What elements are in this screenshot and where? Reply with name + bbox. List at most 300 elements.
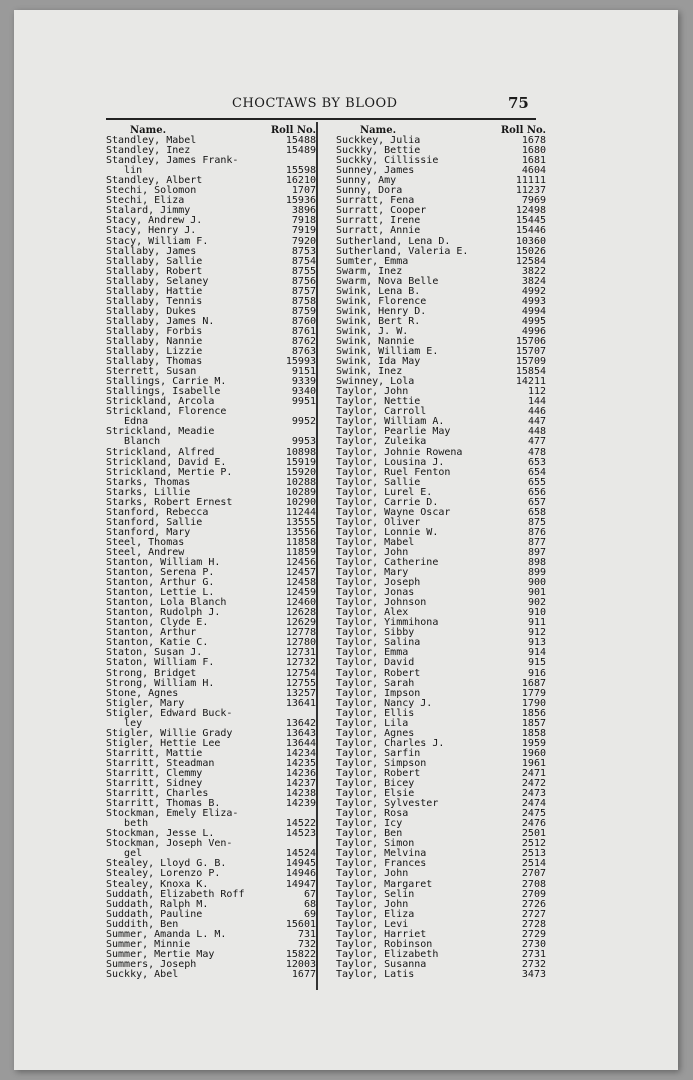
member-name: Taylor, Latis: [336, 968, 415, 980]
member-name: Taylor, Levi: [336, 918, 409, 930]
member-name: Stacy, William F.: [106, 235, 209, 247]
name-header: Name.: [130, 125, 167, 136]
roll-number: 12780: [285, 637, 316, 649]
roll-number: 914: [527, 647, 546, 659]
member-name: Stallings, Isabelle: [106, 386, 221, 398]
roll-number: 1959: [521, 737, 546, 749]
member-name: Stallaby, Nannie: [106, 335, 203, 347]
member-name: Taylor, John: [336, 868, 409, 880]
member-name: Taylor, Robert: [336, 768, 421, 779]
member-name: Suckky, Abel: [106, 968, 179, 980]
roll-number: 15446: [515, 225, 546, 237]
member-name: Taylor, Mary: [336, 567, 409, 579]
roster-row: [106, 868, 316, 880]
member-name: Staton, Susan J.: [106, 647, 203, 659]
member-name: Starritt, Steadman: [106, 757, 215, 769]
roll-number: 898: [527, 557, 546, 569]
member-name: Taylor, Rosa: [336, 808, 409, 820]
member-name: Stechi, Eliza: [106, 195, 185, 207]
roll-number: 11859: [285, 546, 316, 558]
roll-number: 13257: [285, 687, 316, 699]
member-name: Stallaby, Tennis: [106, 295, 203, 307]
roster-row: [106, 968, 316, 980]
member-name: Stanford, Sallie: [106, 516, 203, 528]
roll-number: 1681: [521, 155, 546, 167]
roll-number: 14524: [285, 848, 316, 860]
member-name: gel: [106, 848, 143, 860]
member-name: Strickland, Mertie P.: [106, 466, 233, 478]
roll-number: 9951: [291, 396, 316, 408]
roll-number: 12459: [285, 587, 316, 599]
member-name: Taylor, Eliza: [336, 908, 415, 920]
roll-number: 875: [527, 516, 546, 528]
roll-number: 2730: [521, 938, 546, 950]
roll-number: 912: [527, 627, 546, 639]
member-name: Suckkey, Julia: [336, 135, 421, 147]
roll-number: 14235: [285, 757, 316, 769]
member-name: Strong, Bridget: [106, 667, 197, 679]
member-name: Summer, Amanda L. M.: [106, 928, 227, 940]
roll-number: 15445: [515, 215, 546, 227]
roll-number: 10289: [285, 486, 316, 498]
member-name: Stallings, Carrie M.: [106, 376, 227, 388]
roll-number: 2471: [521, 768, 546, 779]
roll-number: 15854: [515, 366, 546, 378]
member-name: Swink, Florence: [336, 295, 427, 307]
member-name: Swinney, Lola: [336, 376, 415, 388]
roll-number: 12003: [285, 958, 316, 970]
roll-number: 144: [527, 396, 546, 408]
roll-number: 14236: [285, 768, 316, 779]
roll-number: 1678: [521, 135, 546, 147]
member-name: Stechi, Solomon: [106, 185, 197, 197]
member-name: Summer, Minnie: [106, 938, 191, 950]
roll-number: 15920: [285, 466, 316, 478]
page-header: [14, 96, 678, 118]
member-name: Stigler, Willie Grady: [106, 727, 233, 739]
roll-number: 2501: [521, 828, 546, 840]
roll-number: 15707: [515, 346, 546, 358]
roll-number: 15936: [285, 195, 316, 207]
roll-number: 10898: [285, 446, 316, 458]
roll-number: 14234: [285, 747, 316, 759]
member-name: Taylor, Susanna: [336, 958, 427, 970]
roll-number: 13641: [285, 697, 316, 709]
member-name: Taylor, Elsie: [336, 788, 415, 800]
roster-column-right: [336, 125, 546, 980]
roll-number: 7969: [521, 195, 546, 207]
roll-number: 8759: [291, 305, 316, 317]
roll-number: 15709: [515, 356, 546, 368]
member-name: Taylor, Sallie: [336, 476, 421, 488]
roll-number: 4993: [521, 295, 546, 307]
roll-number: 911: [527, 617, 546, 629]
roll-number: 13642: [285, 717, 316, 729]
roll-number: 658: [527, 506, 546, 518]
roll-number: 68: [303, 898, 316, 910]
member-name: Swink, Bert R.: [336, 315, 421, 327]
member-name: Taylor, David: [336, 657, 415, 669]
roster-row: [336, 225, 546, 237]
roll-number: 3473: [521, 968, 546, 980]
roll-number: 8760: [291, 315, 316, 327]
member-name: Taylor, John: [336, 386, 409, 398]
member-name: Surratt, Cooper: [336, 205, 427, 217]
roll-number: 14523: [285, 828, 316, 840]
roll-number: 2512: [521, 838, 546, 850]
member-name: Sutherland, Valeria E.: [336, 245, 469, 257]
roll-number: 8762: [291, 335, 316, 347]
roll-number: 8753: [291, 245, 316, 257]
roll-number: 12498: [515, 205, 546, 217]
member-name: Swink, Nannie: [336, 335, 415, 347]
roll-number: 478: [527, 446, 546, 458]
roll-number: 902: [527, 597, 546, 609]
member-name: Taylor, Catherine: [336, 557, 439, 569]
member-name: Suddath, Elizabeth Roff: [106, 888, 245, 900]
roll-number: 12629: [285, 617, 316, 629]
member-name: Swink, Inez: [336, 366, 403, 378]
roll-number: 8756: [291, 275, 316, 287]
roll-number: 112: [527, 386, 546, 398]
roll-number: 9151: [291, 366, 316, 378]
member-name: Taylor, Robert: [336, 667, 421, 679]
roster-row: [336, 868, 546, 880]
member-name: Taylor, Pearlie May: [336, 426, 451, 438]
member-name: Sunny, Amy: [336, 175, 397, 187]
roll-number: 8757: [291, 285, 316, 297]
roster-row: [336, 968, 546, 980]
roll-number: 11237: [515, 185, 546, 197]
roll-number: 15993: [285, 356, 316, 368]
member-name: Stanford, Rebecca: [106, 506, 209, 518]
roll-number: 448: [527, 426, 546, 438]
member-name: Taylor, Robinson: [336, 938, 433, 950]
member-name: Starks, Robert Ernest: [106, 496, 233, 508]
roll-number: 732: [297, 938, 316, 950]
roll-number: 477: [527, 436, 546, 448]
member-name: Taylor, Selin: [336, 888, 415, 900]
roll-number: 876: [527, 526, 546, 538]
member-name: Stallaby, Hattie: [106, 285, 203, 297]
roll-number: 12584: [515, 255, 546, 267]
member-name: Summers, Joseph: [106, 958, 197, 970]
member-name: Suckky, Bettie: [336, 145, 421, 157]
member-name: Starks, Lillie: [106, 486, 191, 498]
member-name: Strickland, Meadie: [106, 426, 215, 438]
roll-number: 13556: [285, 526, 316, 538]
roll-number: 655: [527, 476, 546, 488]
member-name: Swink, Henry D.: [336, 305, 427, 317]
roll-number: 12460: [285, 597, 316, 609]
member-name: Taylor, Oliver: [336, 516, 421, 528]
roll-number: 11111: [515, 175, 546, 187]
roll-number: 2729: [521, 928, 546, 940]
member-name: Stallaby, Dukes: [106, 305, 197, 317]
roll-number: 12778: [285, 627, 316, 639]
roll-number: 916: [527, 667, 546, 679]
roll-number: 15601: [285, 918, 316, 930]
roll-number: 15706: [515, 335, 546, 347]
roll-number: 7918: [291, 215, 316, 227]
roll-number: 2472: [521, 778, 546, 790]
roll-number: 1856: [521, 707, 546, 719]
roll-number: 15919: [285, 456, 316, 468]
member-name: Taylor, Ellis: [336, 707, 415, 719]
roll-number: 656: [527, 486, 546, 498]
roll-number: 14237: [285, 778, 316, 790]
roll-number: 1960: [521, 747, 546, 759]
member-name: Starritt, Sidney: [106, 778, 203, 790]
roll-number: 731: [297, 928, 316, 940]
member-name: Stallaby, James: [106, 245, 197, 257]
roll-number: 15488: [285, 135, 316, 147]
member-name: Standley, Mabel: [106, 135, 197, 147]
roll-number: 14522: [285, 818, 316, 830]
member-name: Taylor, Harriet: [336, 928, 427, 940]
roll-number: 1961: [521, 757, 546, 769]
roll-number: 4996: [521, 325, 546, 337]
roll-number: 15598: [285, 165, 316, 177]
roll-number: 2726: [521, 898, 546, 910]
member-name: Stanton, Arthur G.: [106, 577, 215, 589]
roll-number: 12628: [285, 607, 316, 619]
document-page: [14, 10, 678, 1070]
roll-number: 7920: [291, 235, 316, 247]
header-rule: [106, 118, 536, 120]
roll-number: 4604: [521, 165, 546, 177]
member-name: Taylor, Alex: [336, 607, 409, 619]
member-name: Taylor, Ben: [336, 828, 403, 840]
roll-number: 11244: [285, 506, 316, 518]
member-name: Taylor, Agnes: [336, 727, 415, 739]
roll-number: 3896: [291, 205, 316, 217]
member-name: Sumter, Emma: [336, 255, 409, 267]
roll-number: 1680: [521, 145, 546, 157]
roll-number: 2514: [521, 858, 546, 870]
member-name: Stealey, Knoxa K.: [106, 878, 209, 890]
member-name: Stockman, Jesse L.: [106, 828, 215, 840]
member-name: Stigler, Hettie Lee: [106, 737, 221, 749]
member-name: Stallaby, Forbis: [106, 325, 203, 337]
roll-number: 13644: [285, 737, 316, 749]
roll-number: 9340: [291, 386, 316, 398]
member-name: Taylor, Yimmihona: [336, 617, 439, 629]
member-name: Taylor, Salina: [336, 637, 421, 649]
member-name: Swink, William E.: [336, 346, 439, 358]
roll-number: 13555: [285, 516, 316, 528]
roll-number: 12458: [285, 577, 316, 589]
roll-number: 653: [527, 456, 546, 468]
roll-number: 2707: [521, 868, 546, 880]
roll-number: 2709: [521, 888, 546, 900]
roll-number: 14239: [285, 798, 316, 810]
roll-number: 1858: [521, 727, 546, 739]
member-name: Surratt, Annie: [336, 225, 421, 237]
roll-number: 2731: [521, 948, 546, 960]
member-name: Stanton, Katie C.: [106, 637, 209, 649]
member-name: Stallaby, Lizzie: [106, 346, 203, 358]
roll-number: 15822: [285, 948, 316, 960]
member-name: Stanton, Rudolph J.: [106, 607, 221, 619]
member-name: Taylor, Simpson: [336, 757, 427, 769]
member-name: Standley, James Frank-: [106, 155, 239, 167]
member-name: Taylor, Zuleika: [336, 436, 427, 448]
member-name: Suddath, Ralph M.: [106, 898, 209, 910]
member-name: Taylor, Wayne Oscar: [336, 506, 451, 518]
roll-number: 8755: [291, 265, 316, 277]
member-name: Swink, Lena B.: [336, 285, 421, 297]
roll-number: 12456: [285, 557, 316, 569]
roll-number: 16210: [285, 175, 316, 187]
roll-number: 12754: [285, 667, 316, 679]
roll-number: 1677: [291, 968, 316, 980]
roll-number: 3824: [521, 275, 546, 287]
member-name: Stigler, Edward Buck-: [106, 707, 233, 719]
member-name: Taylor, Sylvester: [336, 798, 439, 810]
member-name: Stanton, Lettie L.: [106, 587, 215, 599]
roster-row: [106, 436, 316, 448]
member-name: Taylor, Mabel: [336, 536, 415, 548]
roll-number: 12457: [285, 567, 316, 579]
name-header: Name.: [360, 125, 397, 136]
roll-number: 4992: [521, 285, 546, 297]
member-name: Taylor, Sarfin: [336, 747, 421, 759]
roll-number: 12732: [285, 657, 316, 669]
roll-number: 11858: [285, 536, 316, 548]
member-name: Surratt, Irene: [336, 215, 421, 227]
member-name: Strickland, Arcola: [106, 396, 215, 408]
roll-number: 4994: [521, 305, 546, 317]
roll-number: 2513: [521, 848, 546, 860]
member-name: Taylor, Joseph: [336, 577, 421, 589]
member-name: Sunney, James: [336, 165, 415, 177]
member-name: Blanch: [106, 436, 161, 448]
roll-number: 14945: [285, 858, 316, 870]
roll-number: 8763: [291, 346, 316, 358]
member-name: Stone, Agnes: [106, 687, 179, 699]
roll-number-header: Roll No.: [500, 125, 546, 136]
member-name: Stallaby, Robert: [106, 265, 203, 277]
member-name: Stanton, Clyde E.: [106, 617, 209, 629]
roster-row: [106, 225, 316, 237]
roll-number: 14946: [285, 868, 316, 880]
member-name: Taylor, Sibby: [336, 627, 415, 639]
member-name: Swink, J. W.: [336, 325, 409, 337]
roll-number-header: Roll No.: [270, 125, 316, 136]
member-name: Stanton, Arthur: [106, 627, 197, 639]
member-name: Starritt, Clemmy: [106, 768, 203, 779]
member-name: Taylor, Nancy J.: [336, 697, 433, 709]
member-name: Sunny, Dora: [336, 185, 403, 197]
member-name: Swarm, Inez: [336, 265, 403, 277]
member-name: Taylor, Elizabeth: [336, 948, 439, 960]
member-name: beth: [106, 818, 149, 830]
member-name: Stanton, Serena P.: [106, 567, 215, 579]
roll-number: 2473: [521, 788, 546, 800]
roll-number: 2474: [521, 798, 546, 810]
member-name: Taylor, Johnson: [336, 597, 427, 609]
member-name: Taylor, Frances: [336, 858, 427, 870]
roll-number: 2727: [521, 908, 546, 920]
roll-number: 447: [527, 416, 546, 428]
roll-number: 14211: [515, 376, 546, 388]
member-name: Stalard, Jimmy: [106, 205, 191, 217]
member-name: Surratt, Fena: [336, 195, 415, 207]
member-name: ley: [106, 717, 143, 729]
roll-number: 9339: [291, 376, 316, 388]
member-name: Suckky, Cillissie: [336, 155, 439, 167]
member-name: Suddith, Ben: [106, 918, 179, 930]
roll-number: 901: [527, 587, 546, 599]
roster-row: [336, 436, 546, 448]
roll-number: 4995: [521, 315, 546, 327]
roll-number: 915: [527, 657, 546, 669]
member-name: Steel, Thomas: [106, 536, 185, 548]
member-name: Taylor, John: [336, 898, 409, 910]
member-name: Strickland, David E.: [106, 456, 227, 468]
member-name: Starritt, Mattie: [106, 747, 203, 759]
member-name: Taylor, Charles J.: [336, 737, 445, 749]
roll-number: 10360: [515, 235, 546, 247]
member-name: Stigler, Mary: [106, 697, 185, 709]
roll-number: 8754: [291, 255, 316, 267]
member-name: Edna: [106, 416, 149, 428]
roll-number: 15026: [515, 245, 546, 257]
roll-number: 1707: [291, 185, 316, 197]
roll-number: 2476: [521, 818, 546, 830]
member-name: Taylor, Ruel Fenton: [336, 466, 451, 478]
member-name: Taylor, John: [336, 546, 409, 558]
member-name: Taylor, William A.: [336, 416, 445, 428]
column-divider: [316, 122, 318, 990]
member-name: Swink, Ida May: [336, 356, 421, 368]
member-name: Summer, Mertie May: [106, 948, 215, 960]
roll-number: 7919: [291, 225, 316, 237]
roll-number: 913: [527, 637, 546, 649]
roll-number: 654: [527, 466, 546, 478]
page-title: CHOCTAWS BY BLOOD: [232, 96, 398, 111]
member-name: Strickland, Florence: [106, 406, 227, 418]
member-name: Taylor, Sarah: [336, 677, 415, 689]
roll-number: 67: [303, 888, 316, 900]
member-name: Stockman, Joseph Ven-: [106, 838, 233, 850]
member-name: Sterrett, Susan: [106, 366, 197, 378]
member-name: Stealey, Lloyd G. B.: [106, 858, 227, 870]
member-name: Steel, Andrew: [106, 546, 185, 558]
member-name: Stallaby, Sallie: [106, 255, 203, 267]
member-name: Stacy, Andrew J.: [106, 215, 203, 227]
roll-number: 69: [303, 908, 316, 920]
roll-number: 10290: [285, 496, 316, 508]
roll-number: 1790: [521, 697, 546, 709]
member-name: Stanton, Lola Blanch: [106, 597, 227, 609]
member-name: Stanton, William H.: [106, 557, 221, 569]
roll-number: 13643: [285, 727, 316, 739]
member-name: Taylor, Lurel E.: [336, 486, 433, 498]
roll-number: 1779: [521, 687, 546, 699]
member-name: Staton, William F.: [106, 657, 215, 669]
roll-number: 900: [527, 577, 546, 589]
member-name: Strickland, Alfred: [106, 446, 215, 458]
member-name: Stallaby, Thomas: [106, 356, 203, 368]
roll-number: 3822: [521, 265, 546, 277]
roll-number: 10288: [285, 476, 316, 488]
member-name: Taylor, Emma: [336, 647, 409, 659]
roll-number: 657: [527, 496, 546, 508]
roll-number: 14947: [285, 878, 316, 890]
member-name: Taylor, Lousina J.: [336, 456, 445, 468]
